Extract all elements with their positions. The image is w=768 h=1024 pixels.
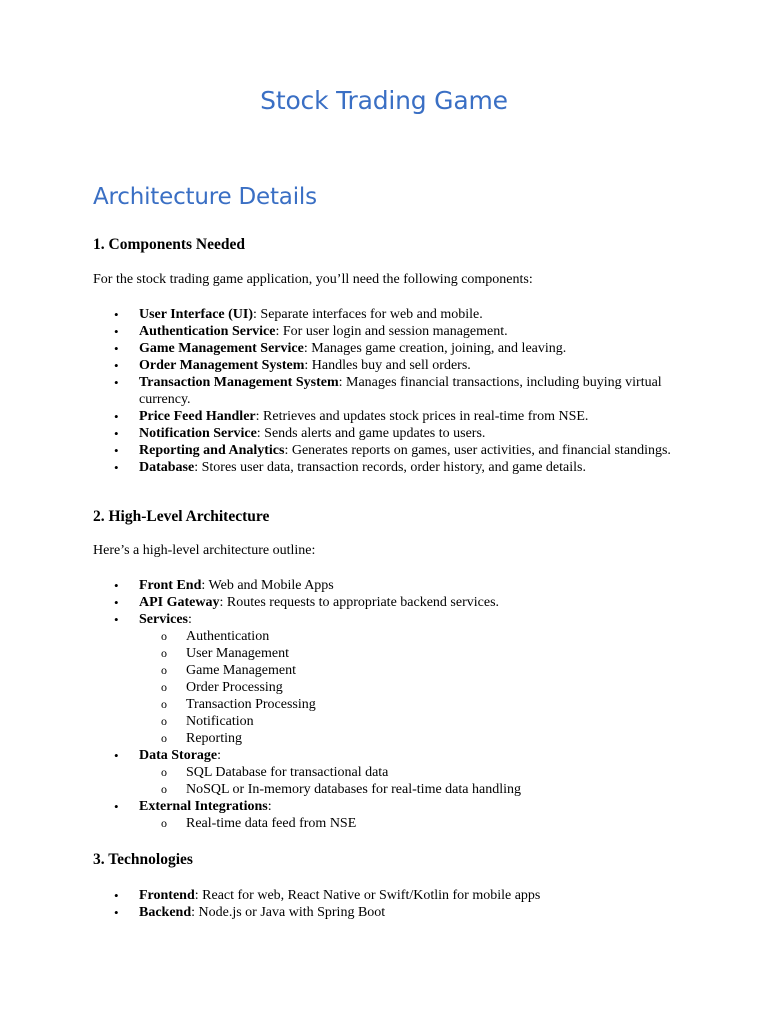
bullet-icon: •: [114, 358, 119, 373]
item-desc: : Routes requests to appropriate backend services.: [219, 595, 500, 610]
sub-item-text: SQL Database for transactional data: [186, 765, 389, 780]
sub-item-text: Real-time data feed from NSE: [186, 816, 357, 831]
item-term: Transaction Management System: [139, 375, 339, 390]
bullet-icon: •: [114, 578, 119, 593]
bullet-icon: •: [114, 426, 119, 441]
item-desc: : Sends alerts and game updates to users.: [256, 426, 486, 441]
list-item: [0, 306, 768, 323]
list-item: [0, 611, 768, 628]
list-item: [0, 594, 768, 611]
item-desc: : Web and Mobile Apps: [201, 578, 334, 593]
circle-bullet-icon: o: [161, 765, 167, 779]
item-term: External Integrations: [139, 799, 268, 814]
document-title: Stock Trading Game: [260, 86, 508, 115]
list-item: [0, 798, 768, 815]
item-term: Game Management Service: [139, 341, 304, 356]
components-heading: 1. Components Needed: [93, 236, 245, 253]
bullet-icon: •: [114, 307, 119, 322]
sub-list-item: [0, 815, 768, 832]
sub-list-item: [0, 696, 768, 713]
bullet-icon: •: [114, 460, 119, 475]
bullet-icon: •: [114, 612, 119, 627]
components-intro: For the stock trading game application, you’ll need the following components:: [93, 272, 533, 287]
item-desc: : Stores user data, transaction records, order history, and game details.: [194, 460, 586, 475]
bullet-icon: •: [114, 799, 119, 814]
sub-list-item: [0, 781, 768, 798]
item-term: Data Storage: [139, 748, 218, 763]
circle-bullet-icon: o: [161, 816, 167, 830]
bullet-icon: •: [114, 888, 119, 903]
item-term: User Interface (UI): [139, 307, 254, 322]
circle-bullet-icon: o: [161, 646, 167, 660]
item-desc: : React for web, React Native or Swift/Kotlin for mobile apps: [194, 888, 541, 903]
list-item: [0, 459, 768, 476]
circle-bullet-icon: o: [161, 663, 167, 677]
bullet-icon: •: [114, 443, 119, 458]
sub-item-text: User Management: [186, 646, 290, 661]
item-desc: : Generates reports on games, user activities, and financial standings.: [284, 443, 671, 458]
sub-item-text: Game Management: [186, 663, 297, 678]
architecture-intro: Here’s a high-level architecture outline:: [93, 543, 316, 558]
list-item: [0, 887, 768, 904]
bullet-icon: •: [114, 748, 119, 763]
list-item: [0, 442, 768, 459]
components-list: [0, 306, 768, 476]
item-term: Order Management System: [139, 358, 305, 373]
circle-bullet-icon: o: [161, 782, 167, 796]
item-term: Reporting and Analytics: [139, 443, 285, 458]
bullet-icon: •: [114, 409, 119, 424]
list-item: [0, 323, 768, 340]
list-item: [0, 374, 768, 408]
bullet-icon: •: [114, 324, 119, 339]
technologies-list: [0, 887, 768, 921]
list-item: [0, 425, 768, 442]
sub-list-item: [0, 764, 768, 781]
sub-item-text: Notification: [186, 714, 254, 729]
technologies-heading: 3. Technologies: [93, 851, 193, 868]
item-term: Database: [139, 460, 195, 475]
item-desc: : Handles buy and sell orders.: [304, 358, 471, 373]
item-desc: : Retrieves and updates stock prices in real-time from NSE.: [255, 409, 589, 424]
item-term: Price Feed Handler: [139, 409, 256, 424]
bullet-icon: •: [114, 375, 119, 390]
item-term: Front End: [139, 578, 202, 593]
item-desc: : Manages financial transactions, including buying virtual currency.: [139, 375, 662, 407]
list-item: [0, 357, 768, 374]
item-desc: : For user login and session management.: [275, 324, 508, 339]
item-term: API Gateway: [139, 595, 220, 610]
sub-item-text: Authentication: [186, 629, 270, 644]
sub-list-item: [0, 730, 768, 747]
architecture-outline-heading: 2. High-Level Architecture: [93, 508, 270, 525]
sub-list-item: [0, 679, 768, 696]
list-item: [0, 340, 768, 357]
sub-list-item: [0, 645, 768, 662]
list-item: [0, 904, 768, 921]
sub-item-text: NoSQL or In-memory databases for real-time data handling: [186, 782, 521, 797]
sub-list-item: [0, 662, 768, 679]
list-item: [0, 747, 768, 764]
circle-bullet-icon: o: [161, 714, 167, 728]
item-desc: : Separate interfaces for web and mobile.: [253, 307, 483, 322]
sub-list-item: [0, 713, 768, 730]
circle-bullet-icon: o: [161, 697, 167, 711]
sub-item-text: Transaction Processing: [186, 697, 316, 712]
architecture-list: [0, 577, 768, 832]
item-desc: : Node.js or Java with Spring Boot: [191, 905, 386, 920]
circle-bullet-icon: o: [161, 629, 167, 643]
item-desc: :: [267, 799, 272, 814]
list-item: [0, 408, 768, 425]
item-term: Authentication Service: [139, 324, 276, 339]
item-desc: : Manages game creation, joining, and leaving.: [303, 341, 567, 356]
item-term: Backend: [139, 905, 192, 920]
bullet-icon: •: [114, 341, 119, 356]
bullet-icon: •: [114, 595, 119, 610]
sub-item-text: Reporting: [186, 731, 242, 746]
item-desc: :: [187, 612, 192, 627]
item-term: Notification Service: [139, 426, 257, 441]
bullet-icon: •: [114, 905, 119, 920]
sub-item-text: Order Processing: [186, 680, 283, 695]
list-item: [0, 577, 768, 594]
architecture-heading: Architecture Details: [93, 184, 317, 210]
item-term: Services: [139, 612, 188, 627]
sub-list-item: [0, 628, 768, 645]
circle-bullet-icon: o: [161, 731, 167, 745]
item-desc: :: [217, 748, 222, 763]
circle-bullet-icon: o: [161, 680, 167, 694]
item-term: Frontend: [139, 888, 195, 903]
